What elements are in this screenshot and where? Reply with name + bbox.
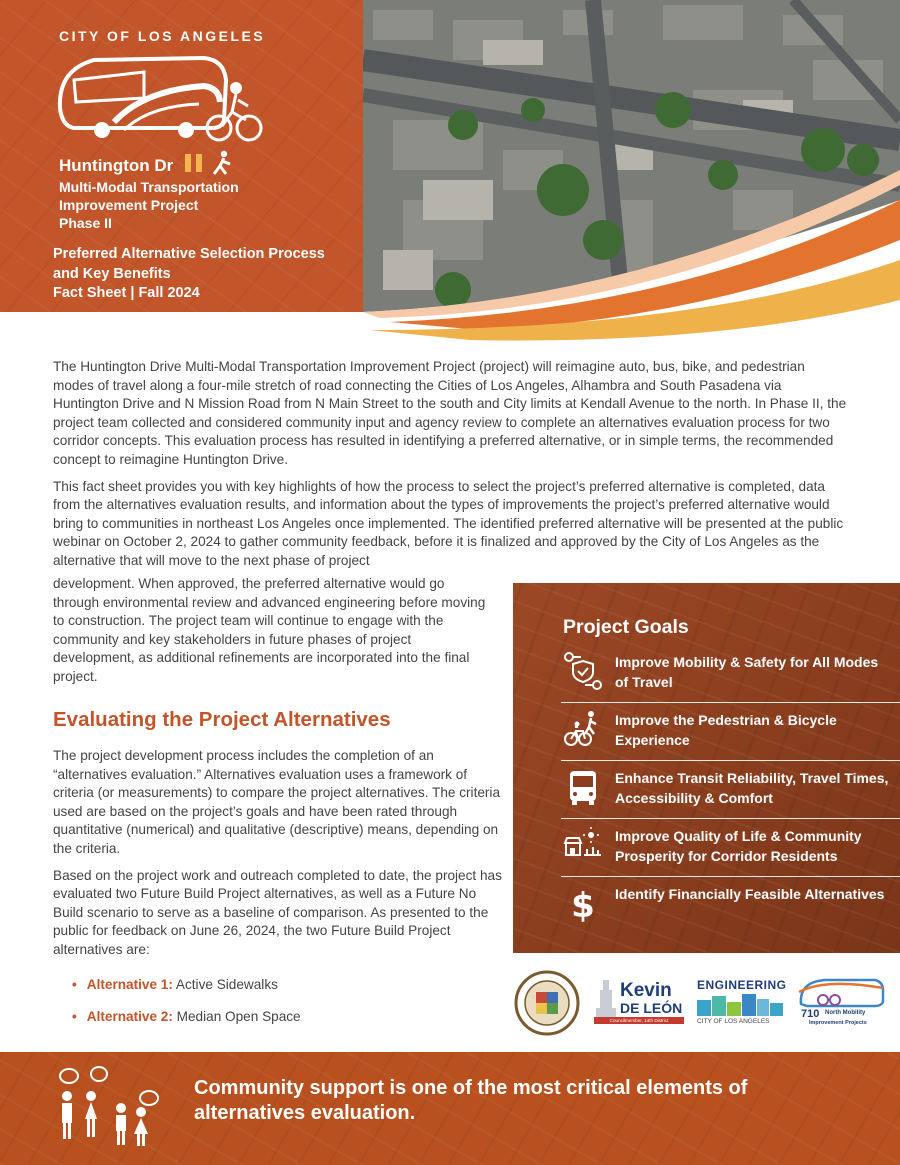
mobility-safety-icon — [561, 649, 605, 693]
bullet-icon: • — [72, 977, 77, 992]
goal-item — [561, 877, 893, 937]
pedestrian-bicycle-icon — [561, 707, 605, 751]
alternative-name: Active Sidewalks — [175, 977, 278, 992]
goal-item — [561, 819, 893, 877]
goal-item — [561, 645, 893, 703]
fact-sheet-line: and Key Benefits — [53, 265, 171, 282]
goal-item — [561, 703, 893, 761]
community-people-icon — [55, 1064, 165, 1154]
project-goals-title: Project Goals — [563, 616, 689, 638]
goal-text: Improve the Pedestrian & Bicycle Experience — [615, 712, 837, 748]
project-subtitle-line: Multi-Modal Transportation — [59, 179, 239, 195]
goal-text: Improve Mobility & Safety for All Modes of Travel — [615, 654, 879, 690]
goal-text: Identify Financially Feasible Alternatives — [615, 886, 885, 902]
list-item — [72, 977, 301, 1009]
community-storefront-icon — [561, 823, 605, 867]
mobility-bus-icon — [795, 974, 887, 1010]
mobility-number: 710 — [801, 1008, 820, 1020]
kevin-de-leon-logo — [594, 978, 684, 1028]
header-banner — [0, 0, 900, 345]
city-seal-logo-icon — [514, 970, 580, 1036]
fact-sheet-line: Fact Sheet | Fall 2024 — [53, 285, 200, 301]
mobility-line1: North Mobility — [825, 1010, 866, 1016]
city-name: CITY OF LOS ANGELES — [59, 28, 266, 44]
alternatives-paragraph: Based on the project work and outreach completed to date, the project has evaluated two Future Build Project alternatives, as well as a Future No Build scenario to serve as a baseline of comparison. As presented to the public for feedback on June 26, 2024, the two Future Build Project alternatives are: — [53, 867, 502, 957]
section-heading: Evaluating the Project Alternatives — [53, 708, 391, 731]
bullet-icon: • — [72, 1009, 77, 1024]
engineering-logo — [697, 978, 787, 1034]
intro-text — [53, 358, 848, 579]
intro-paragraph: The Huntington Drive Multi-Modal Transportation Improvement Project (project) will reimagine auto, bus, bike, and pedestrian modes of travel along a four-mile stretch of road connecting the Cities of Los Angeles, Alhambra and South Pasadena via Huntington Drive and N Mission Road from N Main Street to the south and City limits at Kendall Avenue to the north. In Phase II, the project team collected and considered community input and agency review to complete an alternatives evaluation process for two corridor concepts. This evaluation process has resulted in identifying a preferred alternative, or in simple terms, the recommended concept to reimagine Huntington Drive. — [53, 359, 847, 467]
evaluation-text — [53, 747, 503, 968]
dollar-icon — [561, 881, 605, 925]
alternative-label: Alternative 1: — [86, 977, 173, 992]
footer-banner — [0, 1052, 900, 1165]
project-subtitle-line: Phase II — [59, 215, 112, 231]
svg-text:$: $ — [571, 886, 595, 925]
project-subtitle-line: Improvement Project — [59, 197, 199, 213]
list-item — [72, 1009, 301, 1041]
approval-paragraph: development. When approved, the preferred alternative would go through environmental review and advanced engineering before moving to construction. The project team will continue to engage with the community and key stakeholders in future phases of project development, as additional refinements are incorporated into the final project. — [53, 576, 486, 684]
alternatives-list — [72, 977, 301, 1041]
engineering-subtitle: CITY OF LOS ANGELES — [697, 1018, 770, 1025]
north-mobility-logo — [795, 974, 890, 1034]
alternative-label: Alternative 2: — [86, 1009, 173, 1024]
engineering-title: ENGINEERING — [697, 978, 787, 992]
project-name: Huntington Dr — [59, 150, 242, 176]
kevin-last-name: DE LEÓN — [620, 1000, 683, 1016]
bus-icon — [561, 765, 605, 809]
goal-text: Enhance Transit Reliability, Travel Times, Accessibility & Comfort — [615, 770, 889, 806]
mobility-line2: Improvement Projects — [809, 1020, 867, 1026]
header-swoosh-decoration — [0, 0, 900, 345]
alternative-name: Median Open Space — [176, 1009, 301, 1024]
goal-text: Improve Quality of Life & Community Prosperity for Corridor Residents — [615, 828, 862, 864]
footer-message: Community support is one of the most critical elements of alternatives evaluation. — [194, 1077, 748, 1124]
fact-sheet-paragraph: This fact sheet provides you with key highlights of how the process to select the project’s preferred alternative is completed, data from the alternatives evaluation results, and information about the types of improvements the project’s preferred alternative would bring to communities in northeast Los Angeles once implemented. The identified preferred alternative will be presented at the public webinar on October 2, 2024 to gather community feedback, before it is finalized and approved by the City of Los Angeles as the alternative that will move to the next phase of project — [53, 478, 844, 568]
kevin-subtitle: Councilmember, 14th District — [594, 1017, 684, 1024]
partner-logos — [512, 968, 892, 1040]
engineering-skyline-icon — [697, 994, 783, 1016]
kevin-first-name: Kevin — [620, 980, 672, 1001]
evaluation-paragraph: The project development process includes the completion of an “alternatives evaluation.” Alternatives evaluation uses a framework of criteria (or measurements) to compare the project alternatives. The criteria used are based on the project’s goals and have been rated through quantitative (numerical) and qualitative (descriptive) means, depending on the criteria. — [53, 748, 501, 856]
fact-sheet-line: Preferred Alternative Selection Process — [53, 246, 325, 262]
project-goals-panel — [513, 583, 900, 953]
goal-item — [561, 761, 893, 819]
